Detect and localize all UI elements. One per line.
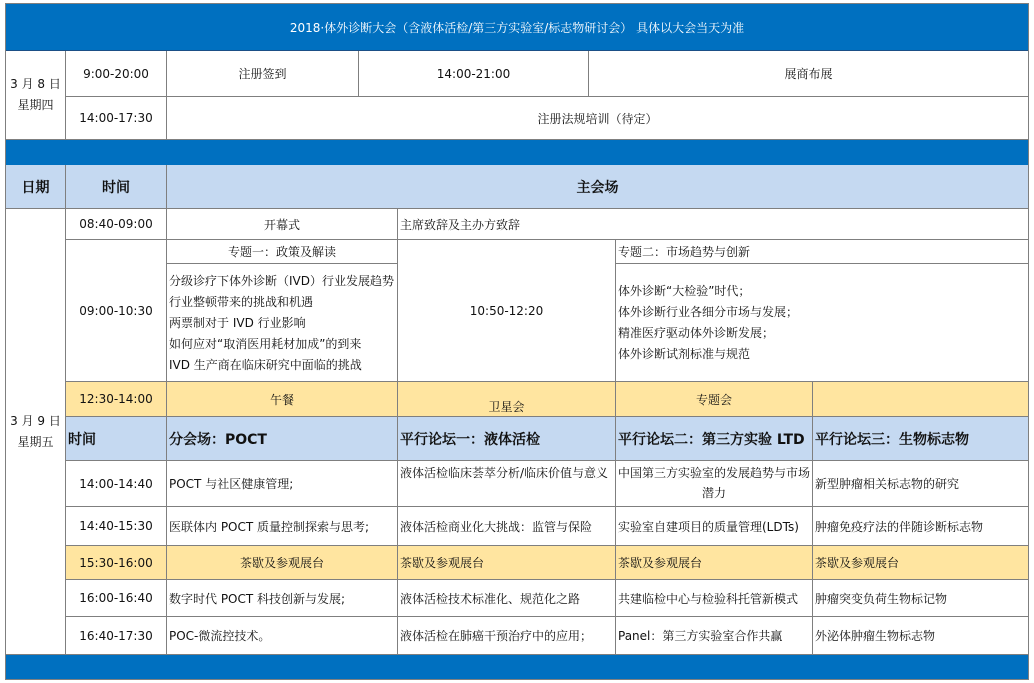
row-poct: 茶歇及参观展台 <box>167 546 398 580</box>
opening-time: 08:40-09:00 <box>66 209 167 240</box>
colhead-date: 日期 <box>5 165 66 209</box>
row-forum3: 肿瘤突变负荷生物标记物 <box>813 580 1029 617</box>
opening-title: 开幕式 <box>167 209 398 240</box>
day1-date: 3 月 8 日 <box>10 77 61 91</box>
session1-mid-time: 10:50-12:20 <box>398 240 616 382</box>
row-time: 14:40-15:30 <box>66 507 167 546</box>
row-poct: POC-微流控技术。 <box>167 617 398 655</box>
session1-time: 09:00-10:30 <box>66 240 167 382</box>
row-time: 16:00-16:40 <box>66 580 167 617</box>
day2-date-cell <box>5 209 66 655</box>
row-poct: 医联体内 POCT 质量控制探索与思考; <box>167 507 398 546</box>
day2-date: 3 月 9 日 <box>10 413 61 428</box>
agenda-title: 2018·体外诊断大会（含液体活检/第三方实验室/标志物研讨会） 具体以大会当天为准 <box>5 3 1029 51</box>
parallel-head-forum3: 平行论坛三：生物标志物 <box>813 417 1029 461</box>
special-label: 专题会 <box>616 382 813 417</box>
parallel-head-forum2: 平行论坛二：第三方实验 LTD <box>616 417 813 461</box>
colhead-main: 主会场 <box>167 165 1029 209</box>
lunch-label: 午餐 <box>167 382 398 417</box>
row-time: 15:30-16:00 <box>66 546 167 580</box>
row-forum3: 新型肿瘤相关标志物的研究 <box>813 461 1029 507</box>
day1-date-cell <box>5 51 66 140</box>
row-forum1: 液体活检技术标准化、规范化之路 <box>398 580 616 617</box>
day1-event-2: 展商布展 <box>589 51 1029 97</box>
day1-time-3: 14:00-17:30 <box>66 97 167 140</box>
row-forum2: 实验室自建项目的质量管理(LDTs) <box>616 507 813 546</box>
row-forum2: Panel：第三方实验室合作共赢 <box>616 617 813 655</box>
topic1-list <box>167 264 398 382</box>
topic1-item: 分级诊疗下体外诊断（IVD）行业发展趋势 <box>169 274 394 288</box>
topic2-item: 体外诊断试剂标准与规范 <box>618 347 751 361</box>
row-forum2: 共建临检中心与检验科托管新模式 <box>616 580 813 617</box>
row-time: 14:00-14:40 <box>66 461 167 507</box>
topic2-list <box>616 264 1029 382</box>
topic2-item: 精准医疗驱动体外诊断发展； <box>618 326 775 340</box>
parallel-head-forum1: 平行论坛一：液体活检 <box>398 417 616 461</box>
row-forum1: 液体活检临床荟萃分析/临床价值与意义 <box>398 461 616 507</box>
lunch-time: 12:30-14:00 <box>66 382 167 417</box>
topic1-title: 专题一：政策及解读 <box>167 240 398 264</box>
topic1-item: 两票制对于 IVD 行业影响 <box>169 316 306 330</box>
topic2-title: 专题二：市场趋势与创新 <box>616 240 1029 264</box>
day1-time-1: 9:00-20:00 <box>66 51 167 97</box>
parallel-head-time: 时间 <box>66 417 167 461</box>
day1-time-2: 14:00-21:00 <box>359 51 589 97</box>
day1-weekday: 星期四 <box>17 98 54 112</box>
row-forum1: 液体活检在肺癌干预治疗中的应用； <box>398 617 616 655</box>
topic1-item: 如何应对“取消医用耗材加成”的到来 <box>169 337 362 351</box>
topic1-item: 行业整顿带来的挑战和机遇 <box>169 295 314 309</box>
satellite-label: 卫星会 <box>398 382 616 417</box>
parallel-head-poct: 分会场：POCT <box>167 417 398 461</box>
topic2-item: 体外诊断行业各细分市场与发展； <box>618 305 799 319</box>
colhead-time: 时间 <box>66 165 167 209</box>
row-forum2: 中国第三方实验室的发展趋势与市场潜力 <box>616 461 813 507</box>
topic1-item: IVD 生产商在临床研究中面临的挑战 <box>169 358 362 372</box>
row-forum3: 茶歇及参观展台 <box>813 546 1029 580</box>
topic2-item: 体外诊断“大检验”时代； <box>618 284 751 298</box>
day2-weekday: 星期五 <box>17 434 54 449</box>
separator-band-2 <box>5 655 1029 680</box>
row-forum1: 茶歇及参观展台 <box>398 546 616 580</box>
separator-band-1 <box>5 140 1029 165</box>
opening-desc: 主席致辞及主办方致辞 <box>398 209 1029 240</box>
row-forum3: 肿瘤免疫疗法的伴随诊断标志物 <box>813 507 1029 546</box>
day1-event-3: 注册法规培训（待定） <box>167 97 1029 140</box>
row-forum3: 外泌体肿瘤生物标志物 <box>813 617 1029 655</box>
lunch-empty-cell <box>813 382 1029 417</box>
row-poct: 数字时代 POCT 科技创新与发展; <box>167 580 398 617</box>
row-poct: POCT 与社区健康管理; <box>167 461 398 507</box>
row-forum1: 液体活检商业化大挑战：监管与保险 <box>398 507 616 546</box>
day1-event-1: 注册签到 <box>167 51 359 97</box>
row-time: 16:40-17:30 <box>66 617 167 655</box>
row-forum2: 茶歇及参观展台 <box>616 546 813 580</box>
